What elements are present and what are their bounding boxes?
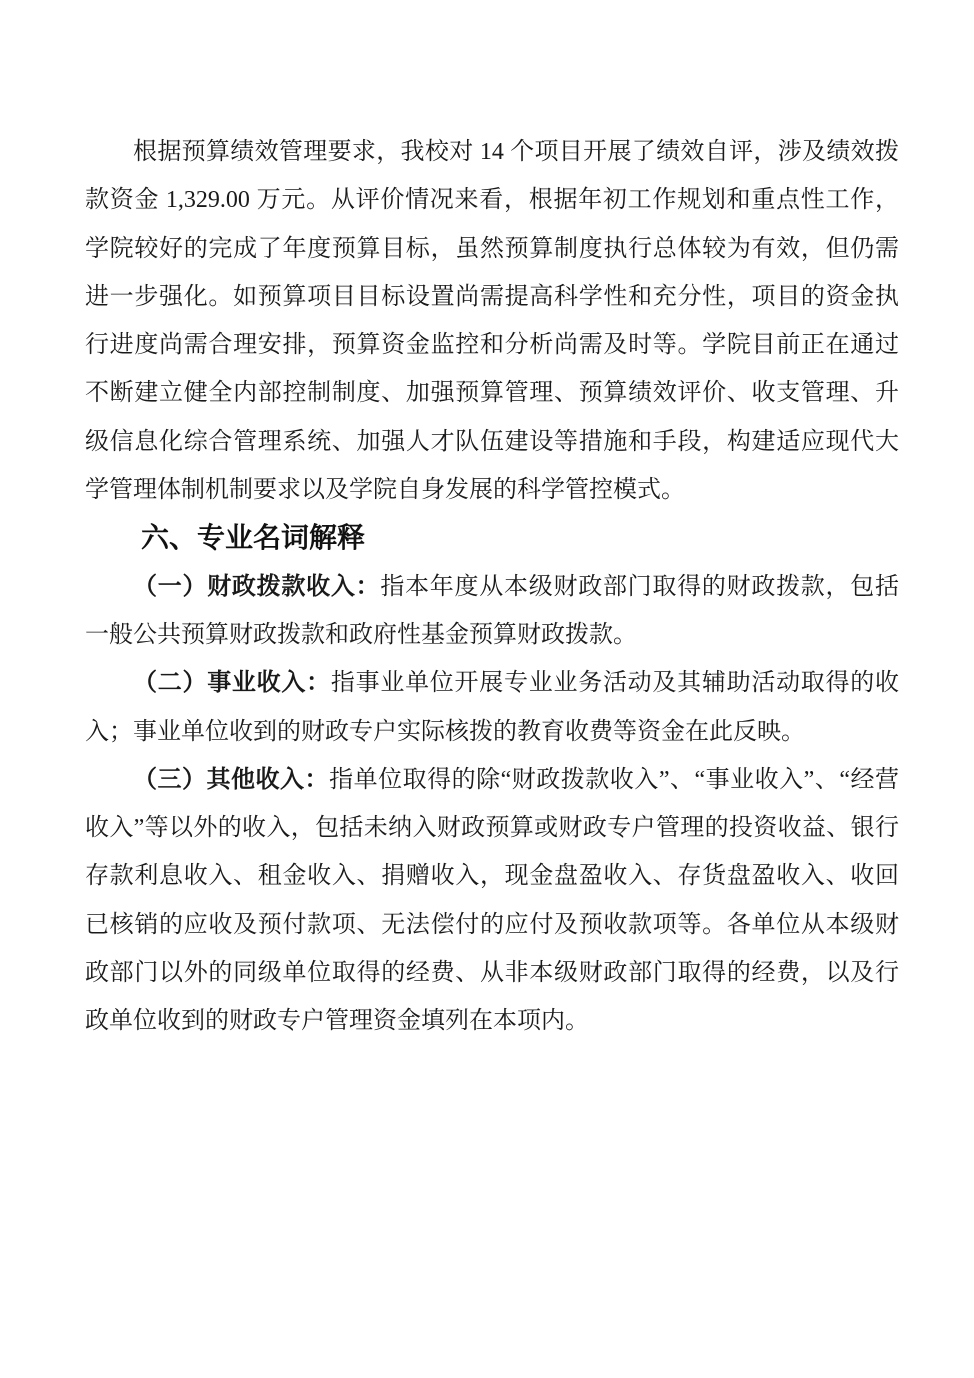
section-heading-terminology: 六、专业名词解释 bbox=[141, 522, 366, 554]
definition-paragraph-operating-income bbox=[85, 659, 899, 756]
document-text-block bbox=[85, 128, 899, 1046]
definition-paragraph-fiscal-appropriation bbox=[85, 563, 899, 660]
definition-text-fiscal-appropriation: 指本年度从本级财政部门取得的财政拨款，包括一般公共预算财政拨款和政府性基金预算财政拨款。 bbox=[85, 573, 900, 648]
definition-paragraph-other-income bbox=[85, 756, 899, 1046]
definition-label-other-income: （三）其他收入： bbox=[133, 766, 330, 793]
definition-text-other-income: 指单位取得的除“财政拨款收入”、“事业收入”、“经营收入”等以外的收入，包括未纳入财政预算或财政专户管理的投资收益、银行存款利息收入、租金收入、捐赠收入，现金盘盈收入、存货盘盈收入、收回已核销的应收及预付款项、无法偿付的应付及预收款项等。各单位从本级财政部门以外的同级单位取得的经费、从非本级财政部门取得的经费，以及行政单位收到的财政专户管理资金填列在本项内。 bbox=[85, 766, 900, 1035]
definition-label-fiscal-appropriation: （一）财政拨款收入： bbox=[133, 573, 381, 600]
definition-text-operating-income: 指事业单位开展专业业务活动及其辅助活动取得的收入；事业单位收到的财政专户实际核拨的教育收费等资金在此反映。 bbox=[85, 670, 900, 745]
definition-label-operating-income: （二）事业收入： bbox=[133, 670, 331, 697]
intro-paragraph: 根据预算绩效管理要求，我校对 14 个项目开展了绩效自评，涉及绩效拨款资金 1,329.00 万元。从评价情况来看，根据年初工作规划和重点性工作，学院较好的完成了年度预算目标，虽然预算制度执行总体较为有效，但仍需进一步强化。如预算项目目标设置尚需提高科学性和充分性，项目的资金执行进度尚需合理安排，预算资金监控和分析尚需及时等。学院目前正在通过不断建立健全内部控制制度、加强预算管理、预算绩效评价、收支管理、升级信息化综合管理系统、加强人才队伍建设等措施和手段，构建适应现代大学管理体制机制要求以及学院自身发展的科学管控模式。 bbox=[85, 139, 899, 504]
